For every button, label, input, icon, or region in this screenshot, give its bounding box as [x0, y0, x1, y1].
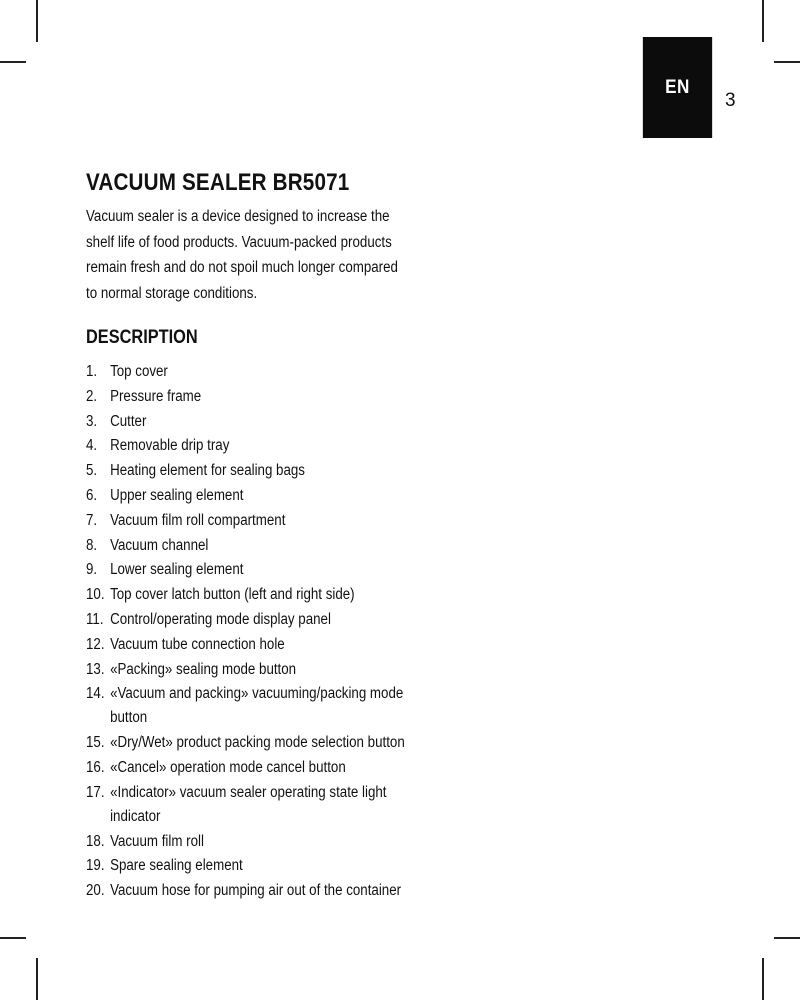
crop-mark-bottom-right-horizontal	[774, 937, 800, 939]
item-text: «Dry/Wet» product packing mode selection button	[110, 734, 405, 752]
list-item	[86, 385, 406, 409]
crop-mark-bottom-left-vertical	[36, 958, 38, 1000]
crop-mark-top-left-vertical	[36, 0, 38, 42]
item-text: «Vacuum and packing» vacuuming/packing mode button	[110, 685, 404, 727]
item-text: «Indicator» vacuum sealer operating state light indicator	[110, 783, 387, 825]
list-item	[86, 410, 406, 434]
item-text: Vacuum channel	[110, 536, 209, 554]
crop-mark-top-right-horizontal	[774, 61, 800, 63]
item-text: Top cover latch button (left and right side)	[110, 586, 355, 604]
item-number: 3.	[86, 412, 98, 430]
item-number: 8.	[86, 536, 98, 554]
description-heading: DESCRIPTION	[86, 327, 198, 348]
page-title: VACUUM SEALER BR5071	[86, 169, 350, 196]
intro-paragraph: Vacuum sealer is a device designed to increase the shelf life of food products. Vacuum-packed products remain fresh and do not spoil much longer compared to normal storage conditions.	[86, 208, 398, 302]
item-text: Vacuum film roll	[110, 832, 204, 850]
item-text: Control/operating mode display panel	[110, 610, 331, 628]
list-item	[86, 854, 406, 878]
item-number: 17.	[86, 783, 105, 801]
list-item	[86, 731, 406, 755]
list-item	[86, 509, 406, 533]
item-number: 11.	[86, 610, 104, 628]
item-text: Pressure frame	[110, 387, 202, 405]
item-text: Lower sealing element	[110, 561, 244, 579]
item-number: 13.	[86, 660, 105, 678]
list-item	[86, 360, 406, 384]
item-number: 4.	[86, 437, 98, 455]
list-item	[86, 459, 406, 483]
item-text: Vacuum film roll compartment	[110, 511, 286, 529]
list-item	[86, 879, 406, 903]
item-text: Removable drip tray	[110, 437, 230, 455]
item-text: Upper sealing element	[110, 486, 244, 504]
item-text: Top cover	[110, 363, 168, 380]
item-text: «Packing» sealing mode button	[110, 660, 297, 678]
item-text: Vacuum tube connection hole	[110, 635, 285, 653]
item-text: Spare sealing element	[110, 857, 243, 875]
crop-mark-bottom-left-horizontal	[0, 937, 26, 939]
list-item	[86, 583, 406, 607]
list-item	[86, 484, 406, 508]
list-item	[86, 434, 406, 458]
item-number: 2.	[86, 387, 98, 405]
item-number: 12.	[86, 635, 105, 653]
crop-mark-top-left-horizontal	[0, 61, 26, 63]
list-item	[86, 558, 406, 582]
page-number: 3	[725, 90, 736, 111]
item-number: 6.	[86, 486, 98, 504]
list-item	[86, 830, 406, 854]
item-number: 15.	[86, 734, 105, 752]
item-number: 20.	[86, 882, 105, 900]
parts-list	[86, 360, 406, 903]
crop-mark-top-right-vertical	[762, 0, 764, 42]
item-text: Vacuum hose for pumping air out of the container	[110, 882, 402, 900]
list-item	[86, 756, 406, 780]
list-item	[86, 633, 406, 657]
item-number: 14.	[86, 685, 105, 703]
main-content	[86, 168, 405, 904]
item-number: 7.	[86, 511, 98, 529]
item-text: Heating element for sealing bags	[110, 462, 305, 480]
item-number: 16.	[86, 758, 105, 776]
language-tab	[643, 37, 712, 138]
language-label: EN	[665, 76, 690, 98]
item-number: 19.	[86, 857, 105, 875]
item-number: 9.	[86, 561, 98, 579]
item-number: 5.	[86, 462, 98, 480]
item-text: Cutter	[110, 412, 147, 430]
list-item	[86, 682, 406, 730]
list-item	[86, 534, 406, 558]
item-number: 18.	[86, 832, 105, 850]
list-item	[86, 781, 406, 829]
list-item	[86, 658, 406, 682]
crop-mark-bottom-right-vertical	[762, 958, 764, 1000]
item-number: 1.	[86, 363, 98, 380]
item-text: «Cancel» operation mode cancel button	[110, 758, 346, 776]
list-item	[86, 608, 406, 632]
item-number: 10.	[86, 586, 105, 604]
